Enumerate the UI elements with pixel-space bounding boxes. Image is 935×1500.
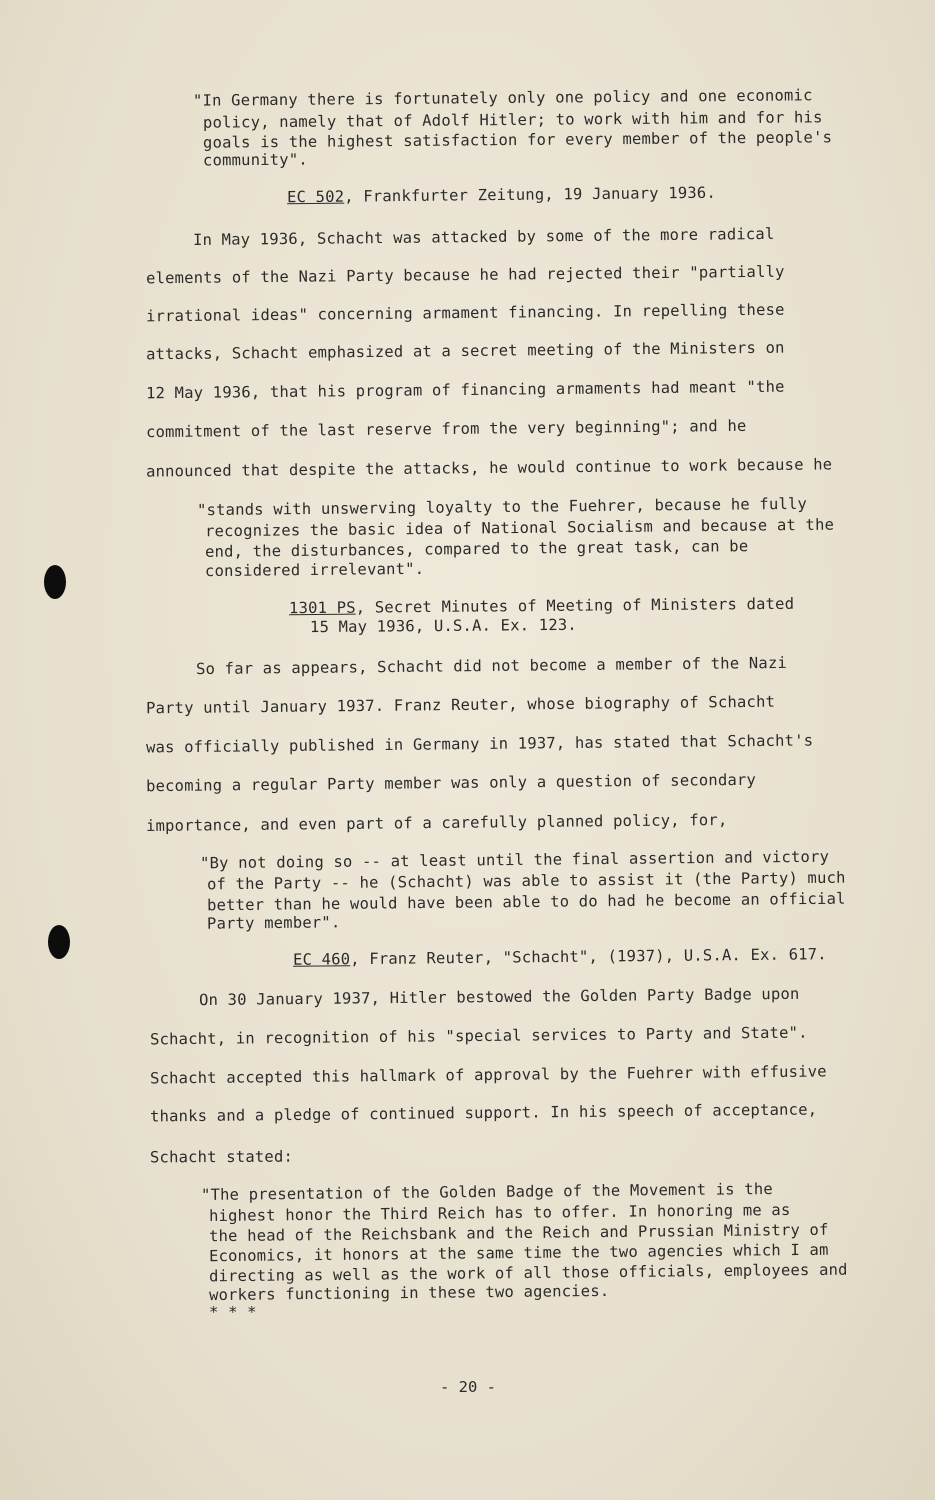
- citation-line-2: 15 May 1936, U.S.A. Ex. 123.: [309, 615, 577, 637]
- citation-text: , Secret Minutes of Meeting of Ministers dated: [355, 594, 795, 617]
- citation-ref: EC 460: [292, 950, 351, 969]
- paragraph-line: Schacht, in recognition of his "special services to Party and State".: [149, 1023, 808, 1049]
- section-break-asterisks: * * *: [209, 1303, 257, 1321]
- citation-ref: EC 502: [286, 187, 345, 207]
- paragraph-line: In May 1936, Schacht was attacked by some of the more radical: [192, 224, 775, 250]
- quote-line: highest honor the Third Reich has to offer. In honoring me as: [208, 1200, 791, 1226]
- citation-text: , Frankfurter Zeitung, 19 January 1936.: [344, 183, 717, 206]
- quote-line: recognizes the basic idea of National Socialism and because at the: [204, 515, 835, 541]
- quote-line: Party member".: [206, 913, 341, 933]
- paragraph-line: becoming a regular Party member was only a question of secondary: [145, 770, 757, 796]
- quote-line: "In Germany there is fortunately only one policy and one economic: [192, 86, 813, 110]
- paragraph-line: Party until January 1937. Franz Reuter, whose biography of Schacht: [145, 692, 776, 718]
- paragraph-line: thanks and a pledge of continued support. In his speech of acceptance,: [149, 1100, 818, 1126]
- paragraph-line: So far as appears, Schacht did not become a member of the Nazi: [195, 653, 788, 679]
- punch-hole: [48, 925, 70, 959]
- paragraph-line: 12 May 1936, that his program of financing armaments had meant "the: [145, 377, 785, 403]
- punch-hole: [44, 565, 66, 599]
- quote-line: of the Party -- he (Schacht) was able to assist it (the Party) much: [206, 868, 846, 894]
- paragraph-line: importance, and even part of a carefully planned policy, for,: [145, 810, 728, 836]
- quote-line: workers functioning in these two agencies.: [208, 1281, 610, 1305]
- citation-text: , Franz Reuter, "Schacht", (1937), U.S.A. Ex. 617.: [350, 945, 827, 969]
- quote-line: policy, namely that of Adolf Hitler; to work with him and for his: [202, 108, 823, 132]
- quote-line: "The presentation of the Golden Badge of the Movement is the: [200, 1180, 774, 1204]
- paragraph-line: commitment of the last reserve from the very beginning"; and he: [145, 416, 747, 442]
- citation: [287, 183, 716, 207]
- citation-ref: 1301 PS: [288, 598, 356, 618]
- quote-line: "By not doing so -- at least until the final assertion and victory: [199, 847, 830, 873]
- paragraph-line: elements of the Nazi Party because he had rejected their "partially: [145, 262, 785, 288]
- paragraph-line: attacks, Schacht emphasized at a secret meeting of the Ministers on: [145, 338, 785, 364]
- quote-line: the head of the Reichsbank and the Reich and Prussian Ministry of: [208, 1220, 829, 1246]
- quote-line: considered irrelevant".: [204, 559, 425, 581]
- paragraph-line: irrational ideas" concerning armament financing. In repelling these: [145, 300, 785, 326]
- paragraph-line: Schacht accepted this hallmark of approval by the Fuehrer with effusive: [149, 1062, 827, 1088]
- quote-line: "stands with unswerving loyalty to the Fuehrer, because he fully: [196, 494, 808, 520]
- quote-line: better than he would have been able to do had he become an official: [206, 889, 846, 915]
- paragraph-line: On 30 January 1937, Hitler bestowed the Golden Party Badge upon: [198, 984, 800, 1010]
- quote-line: community".: [202, 150, 308, 170]
- paragraph-line: Schacht stated:: [149, 1147, 294, 1167]
- quote-line: goals is the highest satisfaction for every member of the people's: [202, 128, 833, 152]
- quote-line: end, the disturbances, compared to the great task, can be: [204, 537, 749, 561]
- quote-line: directing as well as the work of all those officials, employees and: [208, 1260, 848, 1286]
- quote-line: Economics, it honors at the same time the two agencies which I am: [208, 1240, 829, 1266]
- page-number: - 20 -: [440, 1378, 496, 1396]
- paragraph-line: was officially published in Germany in 1937, has stated that Schacht's: [145, 731, 814, 757]
- paragraph-line: announced that despite the attacks, he would continue to work because he: [145, 455, 833, 481]
- citation: [293, 944, 827, 970]
